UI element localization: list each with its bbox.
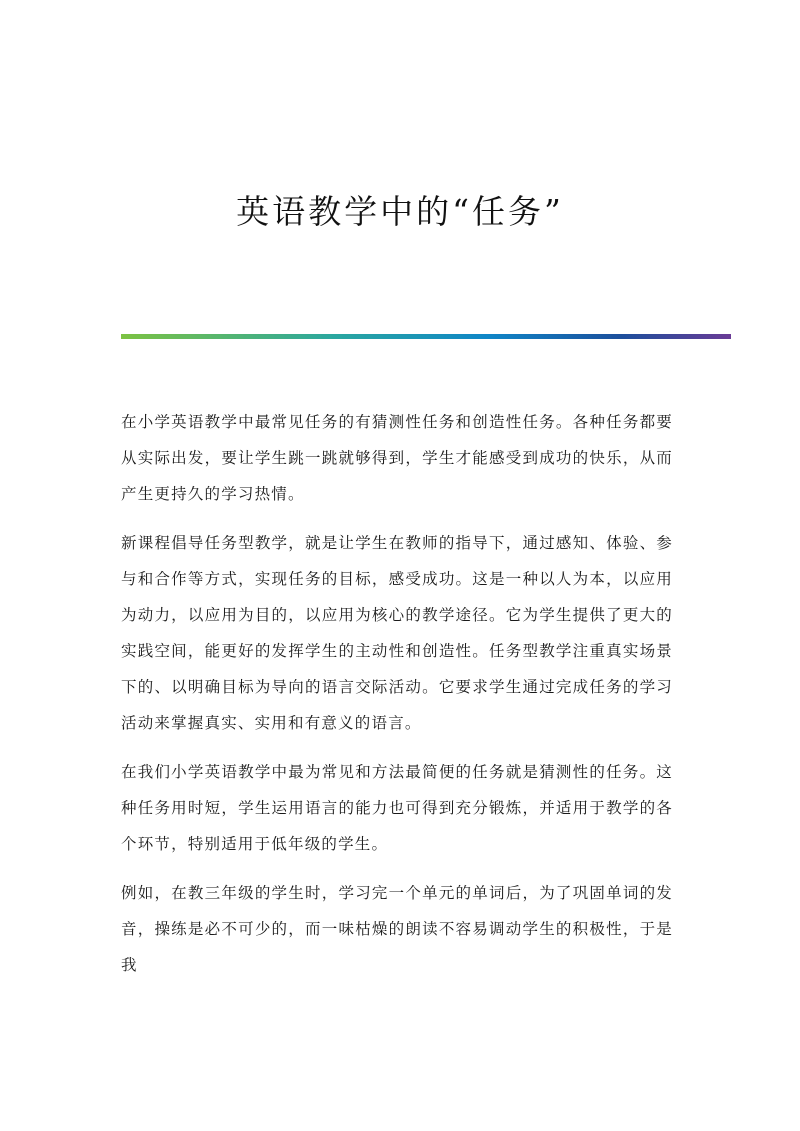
- paragraph-2: 新课程倡导任务型教学，就是让学生在教师的指导下，通过感知、体验、参与和合作等方式，实现任务的目标，感受成功。这是一种以人为本，以应用为动力，以应用为目的，以应用为核心的教学途径。它为学生提供了更大的实践空间，能更好的发挥学生的主动性和创造性。任务型教学注重真实场景下的、以明确目标为导向的语言交际活动。它要求学生通过完成任务的学习活动来掌握真实、实用和有意义的语言。: [121, 534, 673, 732]
- document-body: [121, 404, 673, 996]
- paragraph-3: 在我们小学英语教学中最为常见和方法最简便的任务就是猜测性的任务。这种任务用时短，学生运用语言的能力也可得到充分锻炼，并适用于教学的各个环节，特别适用于低年级的学生。: [121, 763, 673, 853]
- paragraph-4: 例如，在教三年级的学生时，学习完一个单元的单词后，为了巩固单词的发音，操练是必不可少的，而一味枯燥的朗读不容易调动学生的积极性，于是我: [121, 884, 673, 974]
- page-title: 英语教学中的“任务”: [236, 192, 564, 231]
- title-divider: [121, 334, 731, 339]
- paragraph-1: 在小学英语教学中最常见任务的有猜测性任务和创造性任务。各种任务都要从实际出发，要让学生跳一跳就够得到，学生才能感受到成功的快乐，从而产生更持久的学习热情。: [121, 413, 673, 503]
